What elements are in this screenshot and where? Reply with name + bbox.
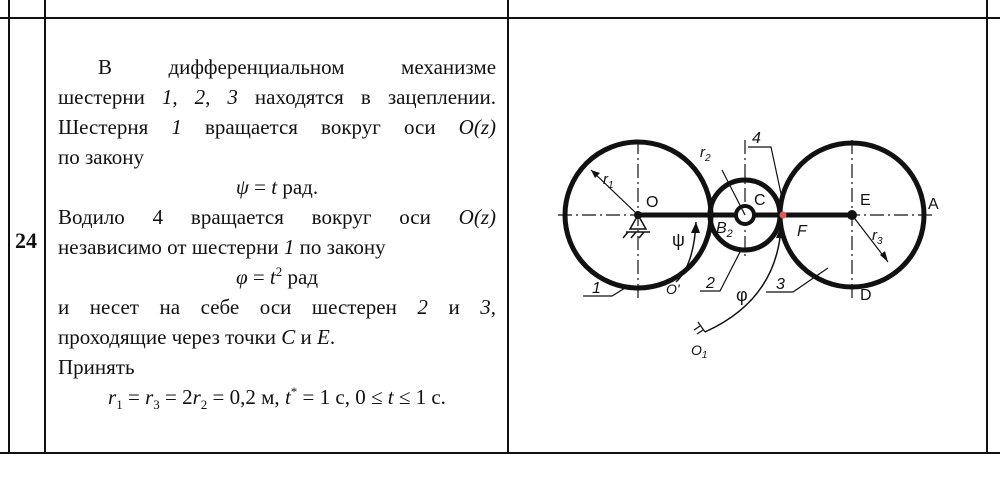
- label-psi: ψ: [672, 230, 685, 250]
- arc-phi: [705, 228, 781, 332]
- text-line-7: и несет на себе оси шестерен 2 и 3,: [58, 295, 496, 319]
- text-line-4: по закону: [58, 145, 144, 169]
- text-line-1: В дифференциальном механизме: [98, 55, 497, 79]
- given-conditions: $r_1 = r_3 = 2r_2 = 0,2$ м, t* = 1 с, 0 ≤ t ≤ 1 с.: [108, 384, 446, 413]
- table-right-border: [986, 0, 988, 454]
- text-line-3: Шестерня 1 вращается вокруг оси O(z): [58, 115, 496, 139]
- label-gear-1: 1: [592, 280, 601, 297]
- label-carrier-4: 4: [752, 130, 761, 147]
- mechanism-figure: [548, 120, 968, 380]
- table-left-border: [8, 0, 10, 454]
- equation-phi: $\varphi = t^2$ рад: [235, 264, 319, 289]
- point-F: [780, 212, 787, 219]
- label-r3: $r_3$: [872, 227, 883, 247]
- support-O: [623, 215, 650, 238]
- text-line-2: шестерни 1, 2, 3 находятся в зацеплении.: [58, 85, 496, 109]
- label-O-prime: O': [666, 281, 680, 297]
- equation-psi: ψ = t рад.: [235, 175, 319, 199]
- arrow-psi: [691, 222, 700, 233]
- label-B2: $B_2$: [716, 220, 733, 240]
- label-r1: $r_1$: [603, 171, 614, 191]
- label-gear-2: 2: [706, 275, 715, 292]
- table-col-divider-1: [44, 0, 46, 454]
- label-D: D: [860, 287, 872, 304]
- radius-r1: [591, 170, 638, 215]
- table-top-border: [0, 17, 1000, 19]
- label-C: C: [754, 192, 766, 209]
- text-line-5: Водило 4 вращается вокруг оси O(z): [58, 205, 496, 229]
- text-line-8: проходящие через точки C и E.: [58, 325, 336, 349]
- label-O1: $O_1$: [691, 342, 708, 361]
- label-O: O: [646, 194, 659, 211]
- table-bottom-border: [0, 452, 1000, 454]
- label-r2: $r_2$: [700, 144, 711, 164]
- label-A: A: [928, 196, 939, 213]
- text-line-9: Принять: [58, 355, 135, 379]
- label-gear-3: 3: [776, 276, 785, 293]
- support-O1: [694, 322, 705, 334]
- label-F: F: [797, 223, 807, 240]
- radius-r2: [722, 170, 745, 215]
- problem-text: [58, 52, 496, 412]
- problem-number: 24: [15, 228, 37, 253]
- table-col-divider-2: [507, 0, 509, 454]
- text-line-6: независимо от шестерни 1 по закону: [58, 235, 386, 259]
- label-phi: φ: [736, 285, 748, 305]
- label-E: E: [860, 192, 871, 209]
